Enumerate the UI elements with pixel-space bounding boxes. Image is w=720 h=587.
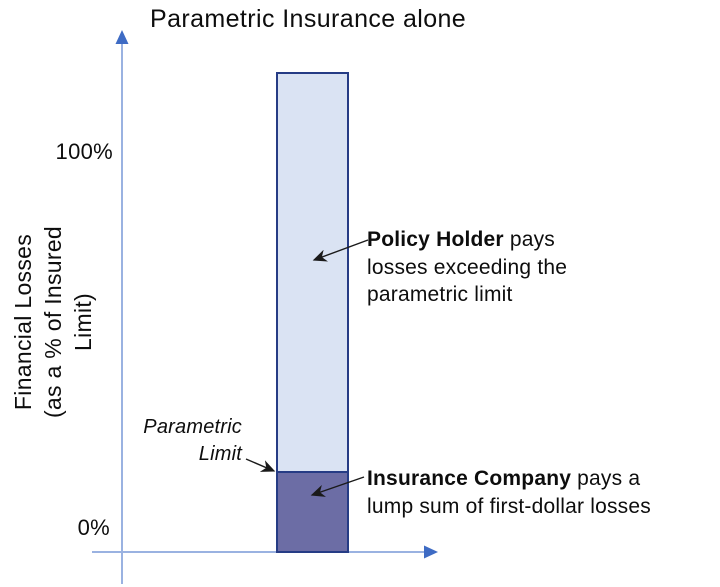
parametric-limit-label xyxy=(122,414,242,468)
y-axis-label-line3: Limit) xyxy=(70,292,96,352)
policy-holder-note xyxy=(367,226,567,309)
insurance-company-note-line1: Insurance Company pays a xyxy=(367,467,641,490)
policy-holder-note-line1: Policy Holder pays xyxy=(367,228,556,251)
y-axis-label-line2: (as a % of Insured xyxy=(40,225,66,419)
x-axis-arrowhead-icon xyxy=(424,546,438,559)
chart-title: Parametric Insurance alone xyxy=(150,5,467,33)
y-axis-label xyxy=(8,187,98,457)
parametric-limit-label-line2: Limit xyxy=(198,443,242,465)
y-axis-tick-0: 0% xyxy=(77,515,110,540)
parametric-limit-label-line1: Parametric xyxy=(143,416,242,438)
insurance-company-note-line2: lump sum of first-dollar losses xyxy=(367,494,651,518)
y-axis-arrowhead-icon xyxy=(116,30,129,44)
policy-holder-note-line3: parametric limit xyxy=(367,283,513,306)
insurance-company-note xyxy=(367,465,651,520)
y-axis-tick-100: 100% xyxy=(55,139,113,164)
y-axis-label-line1: Financial Losses xyxy=(10,233,36,411)
parametric-limit-arrow xyxy=(246,459,274,471)
bar-upper-segment xyxy=(277,73,348,472)
policy-holder-note-line2: losses exceeding the xyxy=(367,255,568,279)
bar-lower-segment xyxy=(277,472,348,552)
